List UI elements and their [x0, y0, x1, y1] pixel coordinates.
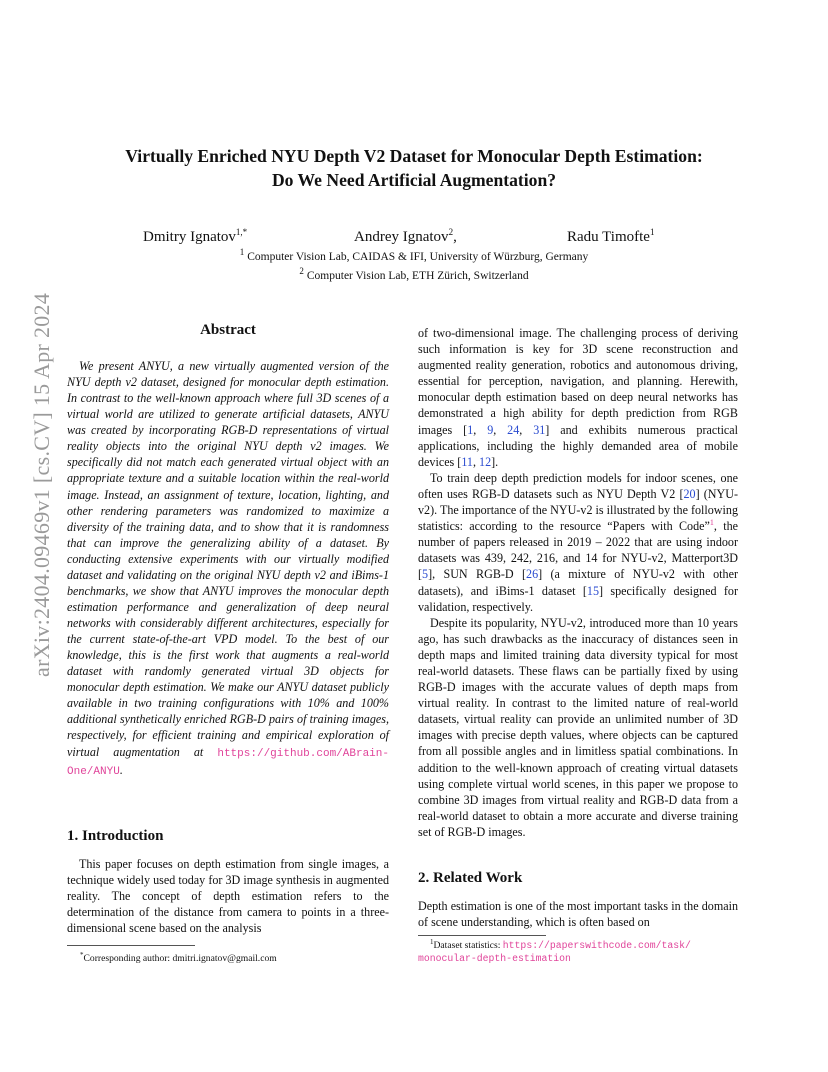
citation-link[interactable]: 5	[422, 567, 429, 582]
footnote-1	[430, 939, 750, 952]
section-heading-related-work: 2. Related Work	[418, 870, 523, 886]
arxiv-stamp: arXiv:2404.09469v1 [cs.CV] 15 Apr 2024	[29, 292, 54, 678]
github-link[interactable]: https://github.com/ABrain-One/ANYU	[67, 747, 389, 778]
intro-paragraph-1-cont: of two-dimensional image. The challenging process of deriving such information is key for 3D scene reconstruction and augmented reality generation, robotics and autonomous driving, essential for perception, navigation, and planning. Herewith, monocular depth estimation based on deep neural networks has demonstrated a high ability for depth prediction from RGB images [1, 9, 24, 31] and exhibits numerous practical applications, including the highly demanded area of mobile devices [11, 12].	[418, 326, 739, 469]
footnote-text: Corresponding author: dmitri.ignatov@gmail.com	[83, 953, 277, 964]
affiliation-1	[60, 247, 768, 263]
intro-paragraph-3: Despite its popularity, NYU-v2, introduced more than 10 years ago, has such drawbacks as the inaccuracy of distances seen in depth maps and limited training data diversity typical for most real-world datasets. These flaws can be partially fixed by using RGB-D images with the accurate values of depth maps from virtual reality. In contrast to the limited nature of real-world datasets, virtual reality can provide an unlimited number of 3D images with precise depth values, where objects can be captured from all possible angles and in limitless spatial combinations. In addition to the well-known approach of creating virtual datasets using complete virtual world scenes, in this paper we propose to combine 3D images from virtual reality and RGB-D data from a real-world dataset to obtain a more accurate and diverse training set of RGB-D images.	[418, 615, 738, 839]
author-3	[567, 229, 654, 246]
text-run: ] (NYU-v2). The importance of the NYU-v2 is illustrated by the following statistics: according to the resource “Papers with Code”	[418, 486, 738, 534]
citation-link[interactable]: 9	[487, 422, 494, 437]
citation-link[interactable]: 1	[467, 422, 474, 437]
author-affil-mark: 1	[649, 227, 655, 237]
abstract-end: .	[119, 762, 123, 777]
citation-link[interactable]: 12	[479, 454, 492, 469]
text-run: ] (a mixture of NYU-v2 with other datasets), and iBims-1 dataset [	[418, 567, 738, 598]
citation-link[interactable]: 24	[507, 422, 520, 437]
abstract-body	[67, 358, 389, 780]
footnote-link[interactable]: 1	[709, 518, 714, 528]
citation-link[interactable]: 15	[586, 583, 599, 598]
section-heading-introduction: 1. Introduction	[67, 828, 164, 844]
abstract-text: We present ANYU, a new virtually augmented version of the NYU depth v2 dataset, designed for monocular depth estimation. In contrast to the well-known approach where full 3D scenes of a virtual world are utilized to generate artificial datasets, ANYU was created by incorporating RGB-D representations of virtual reality objects into the original NYU depth v2 images. We specifically did not match each generated virtual object with an appropriate texture and a suitable location within the real-world image. Instead, an assignment of texture, location, lighting, and other rendering parameters was randomized to maximize a diversity of the training data, and to show that it is randomness that can improve the generalizing ability of a dataset. By conducting extensive experiments with our virtually modified dataset and validating on the original NYU depth v2 and iBims-1 benchmarks, we show that ANYU improves the monocular depth estimation performance and generalization of deep neural networks with considerably different architectures, especially for the current state-of-the-art VPD model. To the best of our knowledge, this is the first work that augments a real-world dataset with randomly generated virtual 3D objects for monocular depth estimation. We make our ANYU dataset publicly available in two training configurations with 10% and 100% additional synthetically enriched RGB-D pairs of training images, respectively, for efficient training and empirical exploration of virtual augmentation at	[67, 359, 389, 759]
footnote-rule-right	[418, 935, 546, 936]
paper-title	[60, 144, 768, 192]
title-line-2: Do We Need Artificial Augmentation?	[271, 170, 557, 190]
author-name: Andrey Ignatov	[354, 229, 449, 245]
text-run: , the number of papers released in 2019 – 2022 that are using indoor datasets was 439, 242, 216, and 14 for NYU-v2, Matterport3D [	[418, 519, 738, 582]
author-name: Dmitry Ignatov	[143, 229, 236, 245]
author-affil-mark: 2	[448, 227, 454, 237]
right-column-text	[418, 325, 738, 840]
related-paragraph-1	[418, 898, 738, 930]
author-name: Radu Timofte	[567, 229, 650, 245]
affiliation-text: Computer Vision Lab, ETH Zürich, Switzerland	[306, 270, 529, 282]
affiliation-number: 1	[239, 247, 245, 258]
text-run: of two-dimensional image. The challenging process of deriving such information is key for 3D scene reconstruction and augmented reality generation, robotics and autonomous driving, essential for perception, navigation, and planning. Herewith, monocular depth estimation based on deep neural networks has demonstrated a high ability for depth prediction from RGB images [	[418, 326, 738, 437]
intro-paragraph-1	[67, 856, 389, 936]
affiliation-2	[60, 266, 768, 282]
author-affil-mark: 1,*	[235, 227, 248, 237]
footnote-1-cont	[418, 952, 571, 965]
text-run: ].	[491, 454, 499, 469]
author-1	[143, 229, 247, 246]
affiliation-number: 2	[299, 266, 304, 277]
title-line-1: Virtually Enriched NYU Depth V2 Dataset for Monocular Depth Estimation:	[125, 146, 703, 166]
footnote-url[interactable]: https://paperswithcode.com/task/	[502, 940, 691, 951]
abstract-heading: Abstract	[200, 322, 256, 338]
text-run: ], SUN RGB-D [	[428, 567, 527, 582]
intro-text: This paper focuses on depth estimation from single images, a technique widely used today for 3D image synthesis in augmented reality. The concept of depth estimation refers to the determination of the distance from camera to points in a three-dimensional scene based on the analysis	[67, 857, 389, 936]
citation-link[interactable]: 26	[526, 567, 539, 582]
text-run: ] specifically designed for validation, respectively.	[418, 583, 738, 614]
footnote-corresponding	[80, 952, 277, 965]
citation-link[interactable]: 11	[461, 454, 473, 469]
citation-link[interactable]: 31	[533, 422, 546, 437]
related-text: Depth estimation is one of the most important tasks in the domain of scene understanding, which is often based on	[418, 899, 738, 930]
footnote-rule-left	[67, 945, 195, 946]
footnote-mark: 1	[430, 937, 434, 946]
footnote-url-cont[interactable]: monocular-depth-estimation	[418, 953, 571, 964]
affiliation-text: Computer Vision Lab, CAIDAS & IFI, University of Würzburg, Germany	[247, 251, 589, 263]
footnote-text: Dataset statistics:	[433, 940, 501, 951]
text-run: ] and exhibits numerous practical applications, including the highly demanded area of mobile devices [	[418, 422, 739, 469]
intro-paragraph-2	[418, 470, 738, 615]
footnote-mark: *	[80, 950, 84, 959]
author-2: Andrey Ignatov$^2$,	[354, 227, 457, 245]
citation-link[interactable]: 20	[683, 486, 696, 501]
text-run: To train deep depth prediction models for indoor scenes, one often uses RGB-D datasets such as NYU Depth V2 [	[418, 470, 738, 501]
